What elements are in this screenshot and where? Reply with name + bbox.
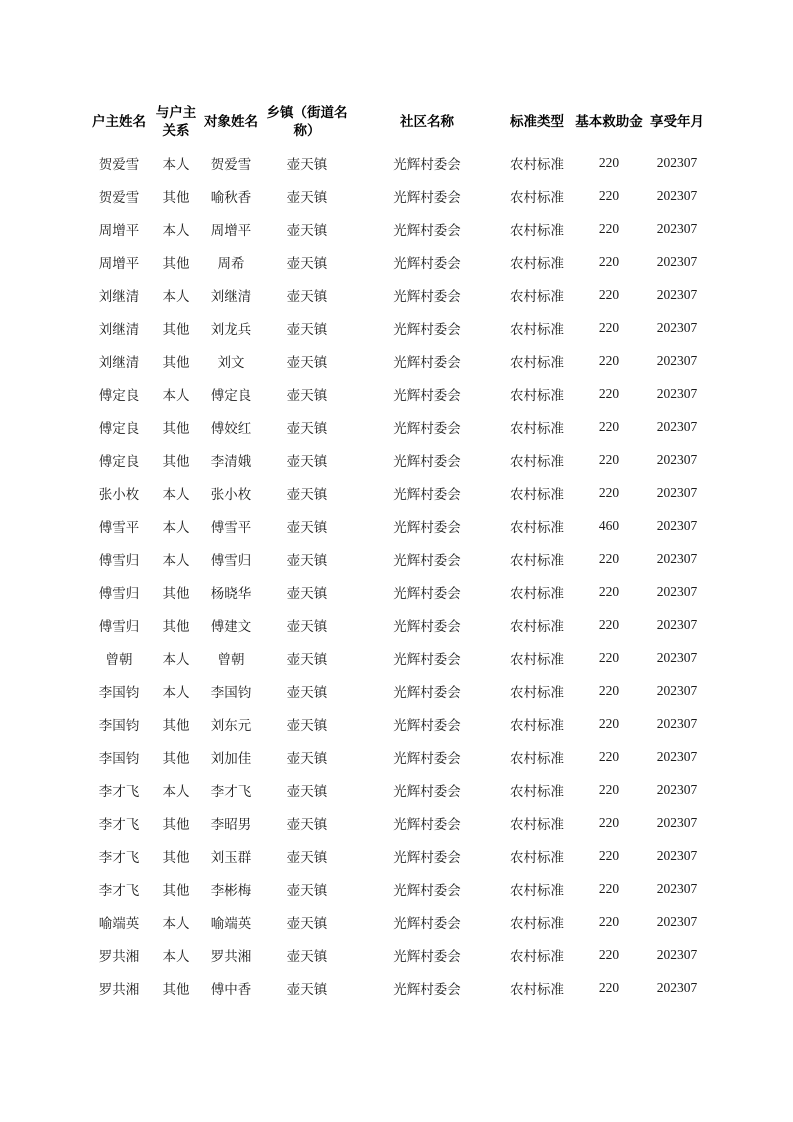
table-cell: 220 — [598, 814, 620, 830]
table-cell: 220 — [598, 253, 620, 269]
table-cell: 220 — [598, 616, 620, 632]
table-header — [88, 98, 710, 146]
table-cell: 张小枚 — [98, 486, 140, 502]
table-cell: 壶天镇 — [286, 783, 328, 799]
table-cell: 刘文 — [217, 354, 245, 370]
table-row — [88, 245, 710, 278]
table-cell: 傅雪归 — [98, 585, 140, 601]
table-cell: 李清娥 — [210, 453, 252, 469]
table-cell: 壶天镇 — [286, 519, 328, 535]
table-cell: 202307 — [656, 913, 698, 929]
table-cell: 农村标准 — [510, 585, 564, 601]
table-cell: 刘继清 — [98, 288, 140, 304]
table-cell: 壶天镇 — [286, 420, 328, 436]
table-row — [88, 146, 710, 179]
table-row — [88, 410, 710, 443]
table-cell: 农村标准 — [510, 354, 564, 370]
table-cell: 刘加佳 — [210, 750, 252, 766]
table-cell: 光辉村委会 — [393, 684, 461, 700]
table-cell: 202307 — [656, 715, 698, 731]
table-cell: 傅雪归 — [210, 552, 252, 568]
table-row — [88, 608, 710, 641]
table-cell: 农村标准 — [510, 156, 564, 172]
table-cell: 壶天镇 — [286, 387, 328, 403]
table-cell: 光辉村委会 — [393, 849, 461, 865]
table-cell: 贺爱雪 — [98, 189, 140, 205]
table-cell: 杨晓华 — [210, 585, 252, 601]
table-cell: 本人 — [162, 684, 190, 700]
table-cell: 202307 — [656, 880, 698, 896]
table-cell: 220 — [598, 583, 620, 599]
table-cell: 220 — [598, 418, 620, 434]
table-cell: 202307 — [656, 319, 698, 335]
table-cell: 周增平 — [98, 255, 140, 271]
table-cell: 其他 — [162, 849, 190, 865]
table-cell: 本人 — [162, 222, 190, 238]
table-cell: 220 — [598, 946, 620, 962]
table-cell: 220 — [598, 319, 620, 335]
table-cell: 光辉村委会 — [393, 750, 461, 766]
table-cell: 光辉村委会 — [393, 618, 461, 634]
table-row — [88, 773, 710, 806]
table-cell: 202307 — [656, 418, 698, 434]
table-cell: 光辉村委会 — [393, 981, 461, 997]
table-cell: 喻端英 — [210, 915, 252, 931]
col-header-benefit-month: 享受年月 — [650, 113, 704, 129]
table-cell: 刘继清 — [210, 288, 252, 304]
table-row — [88, 641, 710, 674]
col-header-relationship: 与户主关系 — [155, 104, 197, 138]
table-cell: 壶天镇 — [286, 354, 328, 370]
table-cell: 光辉村委会 — [393, 255, 461, 271]
table-cell: 其他 — [162, 882, 190, 898]
table-cell: 220 — [598, 847, 620, 863]
table-cell: 220 — [598, 220, 620, 236]
table-cell: 202307 — [656, 154, 698, 170]
table-cell: 202307 — [656, 352, 698, 368]
table-cell: 202307 — [656, 451, 698, 467]
table-cell: 202307 — [656, 253, 698, 269]
table-cell: 202307 — [656, 616, 698, 632]
table-cell: 农村标准 — [510, 288, 564, 304]
table-row — [88, 542, 710, 575]
table-row — [88, 740, 710, 773]
table-cell: 220 — [598, 913, 620, 929]
table-row — [88, 839, 710, 872]
table-cell: 贺爱雪 — [98, 156, 140, 172]
col-header-township: 乡镇（街道名称） — [266, 104, 348, 138]
table-cell: 李昭男 — [210, 816, 252, 832]
table-cell: 220 — [598, 385, 620, 401]
table-cell: 李才飞 — [98, 882, 140, 898]
subsidy-table — [88, 98, 710, 1004]
table-cell: 220 — [598, 187, 620, 203]
table-cell: 本人 — [162, 651, 190, 667]
table-cell: 农村标准 — [510, 618, 564, 634]
table-cell: 202307 — [656, 220, 698, 236]
table-cell: 202307 — [656, 649, 698, 665]
table-cell: 壶天镇 — [286, 618, 328, 634]
table-row — [88, 179, 710, 212]
table-cell: 壶天镇 — [286, 651, 328, 667]
table-cell: 其他 — [162, 981, 190, 997]
table-cell: 220 — [598, 649, 620, 665]
table-cell: 壶天镇 — [286, 948, 328, 964]
table-cell: 其他 — [162, 453, 190, 469]
table-row — [88, 476, 710, 509]
table-cell: 傅雪归 — [98, 552, 140, 568]
table-row — [88, 707, 710, 740]
table-cell: 其他 — [162, 585, 190, 601]
table-cell: 壶天镇 — [286, 981, 328, 997]
table-cell: 其他 — [162, 420, 190, 436]
table-cell: 农村标准 — [510, 717, 564, 733]
col-header-basic-subsidy: 基本救助金 — [575, 113, 643, 129]
table-cell: 罗共湘 — [98, 981, 140, 997]
table-cell: 202307 — [656, 946, 698, 962]
table-cell: 光辉村委会 — [393, 651, 461, 667]
table-cell: 202307 — [656, 847, 698, 863]
table-cell: 光辉村委会 — [393, 354, 461, 370]
table-cell: 202307 — [656, 682, 698, 698]
table-cell: 农村标准 — [510, 750, 564, 766]
table-cell: 壶天镇 — [286, 816, 328, 832]
table-cell: 202307 — [656, 781, 698, 797]
table-cell: 202307 — [656, 286, 698, 302]
table-cell: 农村标准 — [510, 255, 564, 271]
table-row — [88, 278, 710, 311]
table-cell: 本人 — [162, 948, 190, 964]
table-cell: 壶天镇 — [286, 288, 328, 304]
table-cell: 刘继清 — [98, 321, 140, 337]
table-row — [88, 344, 710, 377]
table-cell: 刘继清 — [98, 354, 140, 370]
table-cell: 220 — [598, 352, 620, 368]
table-cell: 李国钧 — [98, 750, 140, 766]
col-header-community: 社区名称 — [400, 113, 454, 129]
table-cell: 喻秋香 — [210, 189, 252, 205]
table-cell: 农村标准 — [510, 783, 564, 799]
table-cell: 220 — [598, 748, 620, 764]
table-cell: 刘玉群 — [210, 849, 252, 865]
table-cell: 壶天镇 — [286, 717, 328, 733]
table-cell: 壶天镇 — [286, 486, 328, 502]
table-cell: 光辉村委会 — [393, 783, 461, 799]
table-cell: 傅定良 — [210, 387, 252, 403]
table-row — [88, 674, 710, 707]
table-cell: 其他 — [162, 321, 190, 337]
table-cell: 其他 — [162, 618, 190, 634]
table-row — [88, 212, 710, 245]
col-header-householder-name: 户主姓名 — [92, 113, 146, 129]
table-cell: 壶天镇 — [286, 750, 328, 766]
table-cell: 傅定良 — [98, 387, 140, 403]
table-cell: 周增平 — [98, 222, 140, 238]
table-cell: 农村标准 — [510, 189, 564, 205]
table-cell: 农村标准 — [510, 486, 564, 502]
table-cell: 本人 — [162, 783, 190, 799]
table-cell: 傅中香 — [210, 981, 252, 997]
table-header-row — [88, 98, 710, 146]
table-row — [88, 311, 710, 344]
table-cell: 贺爱雪 — [210, 156, 252, 172]
table-cell: 李国钧 — [98, 717, 140, 733]
table-cell: 李才飞 — [98, 783, 140, 799]
table-cell: 壶天镇 — [286, 552, 328, 568]
table-cell: 壶天镇 — [286, 156, 328, 172]
table-row — [88, 575, 710, 608]
table-cell: 本人 — [162, 156, 190, 172]
table-cell: 光辉村委会 — [393, 717, 461, 733]
table-row — [88, 971, 710, 1004]
table-cell: 220 — [598, 880, 620, 896]
table-cell: 202307 — [656, 484, 698, 500]
table-cell: 光辉村委会 — [393, 882, 461, 898]
table-row — [88, 806, 710, 839]
table-cell: 本人 — [162, 552, 190, 568]
table-cell: 光辉村委会 — [393, 222, 461, 238]
table-cell: 傅姣红 — [210, 420, 252, 436]
table-cell: 周增平 — [210, 222, 252, 238]
table-cell: 曾朝 — [217, 651, 245, 667]
table-row — [88, 509, 710, 542]
table-cell: 本人 — [162, 915, 190, 931]
table-cell: 农村标准 — [510, 849, 564, 865]
table-cell: 220 — [598, 715, 620, 731]
table-cell: 其他 — [162, 816, 190, 832]
table-cell: 李才飞 — [98, 849, 140, 865]
table-cell: 李国钧 — [98, 684, 140, 700]
table-cell: 李才飞 — [210, 783, 252, 799]
table-cell: 农村标准 — [510, 684, 564, 700]
table-cell: 光辉村委会 — [393, 189, 461, 205]
table-cell: 光辉村委会 — [393, 552, 461, 568]
table-cell: 曾朝 — [105, 651, 133, 667]
table-cell: 本人 — [162, 387, 190, 403]
table-cell: 罗共湘 — [210, 948, 252, 964]
table-body — [88, 146, 710, 1004]
table-cell: 光辉村委会 — [393, 420, 461, 436]
table-cell: 农村标准 — [510, 981, 564, 997]
col-header-standard-type: 标准类型 — [510, 113, 564, 129]
table-cell: 本人 — [162, 288, 190, 304]
table-cell: 农村标准 — [510, 552, 564, 568]
table-cell: 农村标准 — [510, 882, 564, 898]
table-cell: 220 — [598, 286, 620, 302]
table-cell: 光辉村委会 — [393, 915, 461, 931]
table-row — [88, 377, 710, 410]
table-cell: 农村标准 — [510, 420, 564, 436]
table-cell: 其他 — [162, 717, 190, 733]
table-cell: 农村标准 — [510, 453, 564, 469]
table-cell: 壶天镇 — [286, 849, 328, 865]
table-cell: 其他 — [162, 750, 190, 766]
table-cell: 壶天镇 — [286, 189, 328, 205]
table-cell: 李彬梅 — [210, 882, 252, 898]
table-cell: 光辉村委会 — [393, 387, 461, 403]
table-cell: 本人 — [162, 519, 190, 535]
table-cell: 刘龙兵 — [210, 321, 252, 337]
table-cell: 农村标准 — [510, 222, 564, 238]
table-cell: 壶天镇 — [286, 585, 328, 601]
table-row — [88, 905, 710, 938]
table-cell: 壶天镇 — [286, 321, 328, 337]
table-cell: 壶天镇 — [286, 684, 328, 700]
table-cell: 220 — [598, 979, 620, 995]
table-cell: 光辉村委会 — [393, 486, 461, 502]
table-row — [88, 872, 710, 905]
table-cell: 460 — [598, 517, 620, 533]
table-cell: 202307 — [656, 979, 698, 995]
table-cell: 220 — [598, 550, 620, 566]
table-cell: 李国钧 — [210, 684, 252, 700]
table-cell: 刘东元 — [210, 717, 252, 733]
table-cell: 202307 — [656, 187, 698, 203]
col-header-subject-name: 对象姓名 — [204, 113, 258, 129]
table-cell: 壶天镇 — [286, 882, 328, 898]
table-cell: 光辉村委会 — [393, 321, 461, 337]
table-cell: 傅雪归 — [98, 618, 140, 634]
table-cell: 农村标准 — [510, 948, 564, 964]
table-cell: 傅雪平 — [210, 519, 252, 535]
table-cell: 220 — [598, 682, 620, 698]
table-cell: 农村标准 — [510, 519, 564, 535]
table-cell: 壶天镇 — [286, 222, 328, 238]
table-cell: 农村标准 — [510, 816, 564, 832]
table-cell: 壶天镇 — [286, 255, 328, 271]
table-cell: 傅定良 — [98, 453, 140, 469]
table-cell: 农村标准 — [510, 321, 564, 337]
table-cell: 光辉村委会 — [393, 948, 461, 964]
table-cell: 220 — [598, 154, 620, 170]
table-cell: 李才飞 — [98, 816, 140, 832]
table-cell: 光辉村委会 — [393, 816, 461, 832]
table-cell: 光辉村委会 — [393, 453, 461, 469]
table-cell: 傅建文 — [210, 618, 252, 634]
table-cell: 本人 — [162, 486, 190, 502]
table-cell: 202307 — [656, 748, 698, 764]
table-row — [88, 443, 710, 476]
table-cell: 202307 — [656, 385, 698, 401]
table-cell: 光辉村委会 — [393, 288, 461, 304]
table-cell: 周希 — [217, 255, 245, 271]
table-cell: 壶天镇 — [286, 915, 328, 931]
table-cell: 光辉村委会 — [393, 585, 461, 601]
table-cell: 农村标准 — [510, 387, 564, 403]
table-cell: 张小枚 — [210, 486, 252, 502]
table-cell: 202307 — [656, 550, 698, 566]
table-cell: 202307 — [656, 583, 698, 599]
table-cell: 傅雪平 — [98, 519, 140, 535]
table-cell: 220 — [598, 484, 620, 500]
table-cell: 罗共湘 — [98, 948, 140, 964]
table-row — [88, 938, 710, 971]
table-cell: 光辉村委会 — [393, 519, 461, 535]
table-cell: 其他 — [162, 255, 190, 271]
table-cell: 傅定良 — [98, 420, 140, 436]
table-cell: 农村标准 — [510, 915, 564, 931]
table-cell: 220 — [598, 781, 620, 797]
table-cell: 农村标准 — [510, 651, 564, 667]
table-cell: 202307 — [656, 814, 698, 830]
table-cell: 220 — [598, 451, 620, 467]
table-cell: 其他 — [162, 354, 190, 370]
table-cell: 壶天镇 — [286, 453, 328, 469]
table-cell: 喻端英 — [98, 915, 140, 931]
table-cell: 光辉村委会 — [393, 156, 461, 172]
table-cell: 其他 — [162, 189, 190, 205]
table-cell: 202307 — [656, 517, 698, 533]
